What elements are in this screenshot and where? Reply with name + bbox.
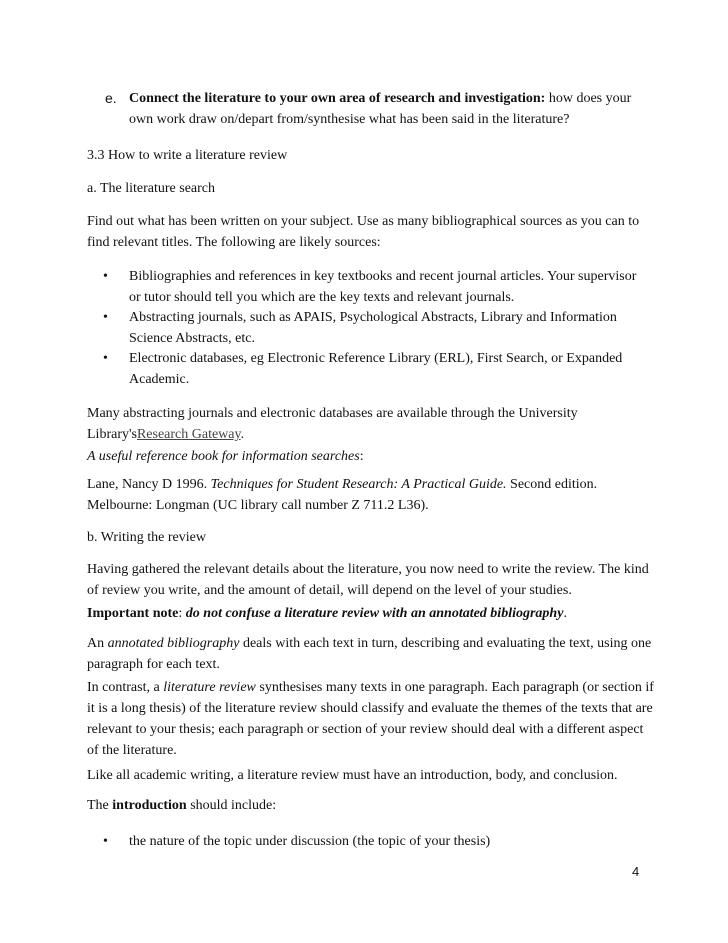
important-note [87,603,657,624]
contrast-after: synthesises many texts in one paragraph. Each paragraph (or section if it is a long thesis) of the literature review should classify and evaluate the themes of the texts that are relevant to your thesis; each paragraph or section of your review should deal with a different aspect of the literature. [87,680,654,758]
available-text: Many abstracting journals and electronic databases are available through the University Library's [87,406,578,442]
page-number: 4 [632,864,640,879]
contrast-before: In contrast, a [87,680,164,695]
useful-reference-italic: A useful reference book for information searches [87,449,360,464]
annotated-after: deals with each text in turn, describing and evaluating the text, using one paragraph for each text. [87,636,652,672]
important-note-label: Important note [87,606,179,621]
bullet-icon: • [103,834,108,849]
citation [87,474,657,516]
list-marker-e: e. [105,90,117,106]
section-heading: 3.3 How to write a literature review [87,148,288,163]
citation-author: Lane, Nancy D 1996. [87,477,211,492]
annotated-term: annotated bibliography [107,636,240,651]
citation-details: Second edition. Melbourne: Longman (UC library call number Z 711.2 L36). [87,477,598,513]
annotated-before: An [87,636,108,651]
important-note-warning: do not confuse a literature review with an annotated bibliography [185,606,564,621]
research-gateway-link[interactable]: Research Gateway [136,427,241,442]
paragraph-find-out: Find out what has been written on your subject. Use as many bibliographical sources as you can to find relevant titles. The following are likely sources: [87,214,640,250]
intro-term: introduction [112,798,187,813]
list-item: the nature of the topic under discussion (the topic of your thesis) [129,834,491,849]
paragraph-available [87,403,657,445]
citation-title: Techniques for Student Research: A Practical Guide. [210,477,507,492]
bullet-icon: • [103,310,108,325]
paragraph-contrast [87,677,657,761]
item-e-bold-text: Connect the literature to your own area of research and investigation: [129,91,546,106]
list-item-e [129,88,649,130]
subsection-heading-b: b. Writing the review [87,530,206,545]
bullet-icon: • [103,351,108,366]
list-item: Abstracting journals, such as APAIS, Psychological Abstracts, Library and Information Science Abstracts, etc. [129,310,617,346]
available-end: . [240,427,245,442]
item-e-rest-text: how does your own work draw on/depart from/synthesise what has been said in the literature? [129,91,632,127]
list-item: Bibliographies and references in key textbooks and recent journal articles. Your supervisor or tutor should tell you which are the key texts and relevant journals. [129,269,637,305]
important-note-colon: : [178,606,186,621]
intro-after: should include: [186,798,277,813]
paragraph-having-gathered: Having gathered the relevant details about the literature, you now need to write the review. The kind of review you write, and the amount of detail, will depend on the level of your studies. [87,562,649,598]
contrast-term: literature review [163,680,256,695]
subsection-heading-a: a. The literature search [87,181,216,196]
bullet-icon: • [103,269,108,284]
important-note-end: . [563,606,567,621]
intro-before: The [87,798,113,813]
paragraph-like-all: Like all academic writing, a literature review must have an introduction, body, and conclusion. [87,768,618,783]
list-item: Electronic databases, eg Electronic Reference Library (ERL), First Search, or Expanded Academic. [129,351,623,387]
paragraph-annotated [87,633,657,675]
useful-reference-end: : [359,449,364,464]
useful-reference-line [87,446,657,467]
introduction-line [87,795,657,816]
